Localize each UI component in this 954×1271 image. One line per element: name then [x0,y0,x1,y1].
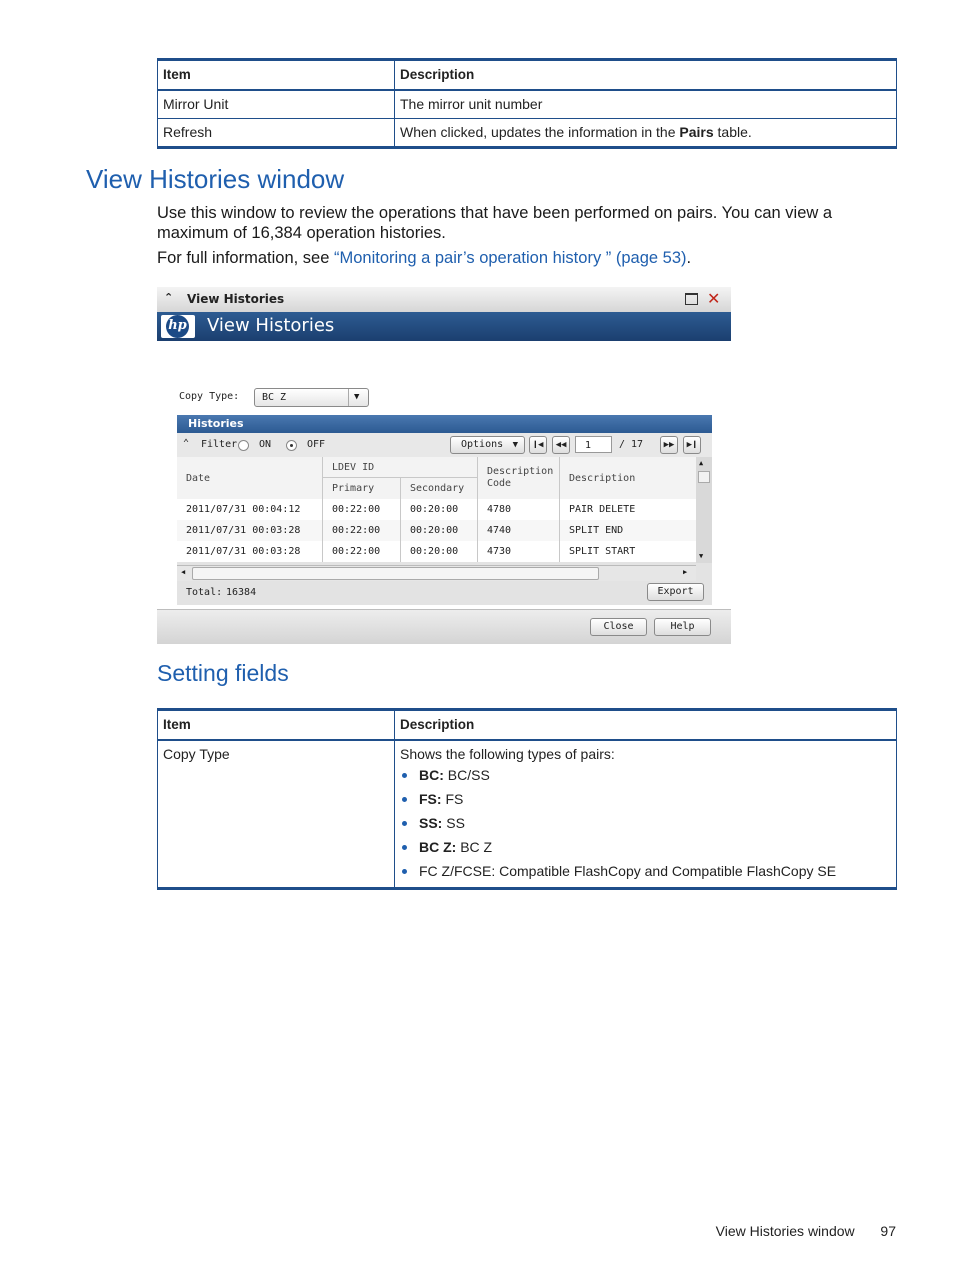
primary-cell: 00:22:00 [323,520,401,541]
table-row [158,90,897,119]
scroll-down-icon[interactable]: ▼ [699,552,704,560]
intro-paragraph: Use this window to review the operations that have been performed on pairs. You can view a maximum of 16,384 operation histories. [157,204,833,242]
copy-type-select[interactable] [254,388,369,407]
page-total: / 17 [619,439,644,450]
window-footer [157,609,731,644]
close-button[interactable]: Close [590,618,647,636]
table-row [158,740,897,889]
date-cell: 2011/07/31 00:03:28 [177,541,323,562]
list-item: FC Z/FCSE: Compatible FlashCopy and Compatible FlashCopy SE [400,862,891,880]
page-number: 97 [880,1223,896,1239]
hp-logo: hp [161,315,195,338]
code-cell: 4730 [478,541,560,562]
copy-type-value: BC Z [262,392,287,403]
column-header-description-code-line1: Description [487,466,554,477]
list-item: SS: SS [400,814,891,832]
code-cell: 4740 [478,520,560,541]
column-header-description: Description [395,710,897,741]
banner-title: View Histories [207,315,335,336]
reference-paragraph [157,248,877,268]
histories-table [177,457,697,562]
options-button[interactable] [450,436,525,454]
previous-page-icon: ◀◀ [555,440,567,450]
column-header-description[interactable]: Description [569,472,636,484]
item-cell: Refresh [158,119,395,148]
description-cell: SPLIT START [569,546,636,557]
vertical-scrollbar[interactable] [696,457,712,563]
next-page-icon: ▶▶ [663,440,675,450]
export-button[interactable]: Export [647,583,704,601]
window-banner [157,312,731,341]
reference-link[interactable]: “Monitoring a pair’s operation history ” (page 53) [334,249,687,267]
scroll-thumb[interactable] [698,471,710,483]
page-number-input[interactable]: 1 [575,436,612,453]
column-header-description-code[interactable] [478,457,560,499]
item-cell: Copy Type [158,740,395,889]
filter-off-label: OFF [307,439,326,450]
view-histories-window [157,287,731,643]
scroll-up-icon[interactable]: ▲ [699,459,704,467]
first-page-button[interactable] [529,436,547,454]
total-label: Total: [186,587,223,598]
maximize-icon[interactable] [685,293,698,305]
histories-grid [177,457,712,562]
previous-page-button[interactable] [552,436,570,454]
subsection-title: Setting fields [157,660,289,686]
description-cell: PAIR DELETE [569,504,636,515]
panel-header [177,415,712,433]
table-row [158,119,897,148]
scroll-right-icon[interactable]: ▶ [683,568,688,576]
scroll-thumb[interactable] [192,567,599,580]
list-item: BC: BC/SS [400,766,891,784]
description-cell [395,119,897,148]
secondary-cell: 00:20:00 [401,541,478,562]
description-text: When clicked, updates the information in the [400,124,680,140]
column-header-ldev: LDEV ID [323,457,478,478]
reference-end: . [686,249,692,267]
options-label: Options [461,439,504,450]
date-cell: 2011/07/31 00:04:12 [177,499,323,520]
page-footer [716,1223,896,1239]
column-header-date[interactable]: Date [177,457,323,499]
secondary-cell: 00:20:00 [401,520,478,541]
chevron-down-icon: ▼ [354,392,360,402]
date-cell: 2011/07/31 00:03:28 [177,520,323,541]
table-row[interactable] [177,541,697,562]
list-item: BC Z: BC Z [400,838,891,856]
pair-type-list [400,766,891,880]
histories-panel [177,415,712,605]
item-cell: Mirror Unit [158,90,395,119]
table-row[interactable] [177,499,697,520]
scroll-left-icon[interactable]: ◀ [181,568,186,576]
secondary-cell: 00:20:00 [401,499,478,520]
histories-toolbar [177,433,712,457]
primary-cell: 00:22:00 [323,541,401,562]
setting-fields-table [157,708,897,890]
collapse-icon[interactable]: ⌃ [164,291,174,304]
copy-type-label: Copy Type: [179,391,240,402]
window-title: View Histories [187,292,285,306]
help-button[interactable]: Help [654,618,711,636]
chevron-down-icon: ▼ [512,440,518,450]
column-header-item: Item [158,710,395,741]
primary-cell: 00:22:00 [323,499,401,520]
code-cell: 4780 [478,499,560,520]
last-page-button[interactable] [683,436,701,454]
column-header-description: Description [395,60,897,91]
horizontal-scrollbar[interactable] [177,565,696,581]
next-page-button[interactable] [660,436,678,454]
column-header-description-code-line2: Code [487,478,512,489]
description-cell: The mirror unit number [395,90,897,119]
description-cell [395,740,897,889]
panel-title: Histories [188,417,244,430]
total-value: 16384 [226,587,257,598]
collapse-icon[interactable]: ⌃ [183,438,190,449]
column-header-secondary[interactable]: Secondary [401,478,478,500]
filter-off-radio[interactable] [286,440,297,451]
table-row[interactable] [177,520,697,541]
reference-text: For full information, see [157,249,334,267]
filter-on-radio[interactable] [238,440,249,451]
description-lead: Shows the following types of pairs: [400,746,615,762]
footer-label: View Histories window [715,1223,855,1239]
description-bold: Pairs [679,124,714,140]
section-title: View Histories window [86,164,345,194]
filter-on-label: ON [259,439,272,450]
window-titlebar [157,287,731,313]
column-header-item: Item [158,60,395,91]
first-page-icon: ❙◀ [532,440,544,450]
description-cell: SPLIT END [569,525,624,536]
description-text-end: table. [713,124,752,140]
filter-label[interactable]: Filter [201,439,238,450]
last-page-icon: ▶❙ [686,440,698,450]
column-header-primary[interactable]: Primary [323,478,401,500]
items-table-top [157,58,897,149]
close-icon[interactable]: ✕ [707,289,721,308]
list-item: FS: FS [400,790,891,808]
